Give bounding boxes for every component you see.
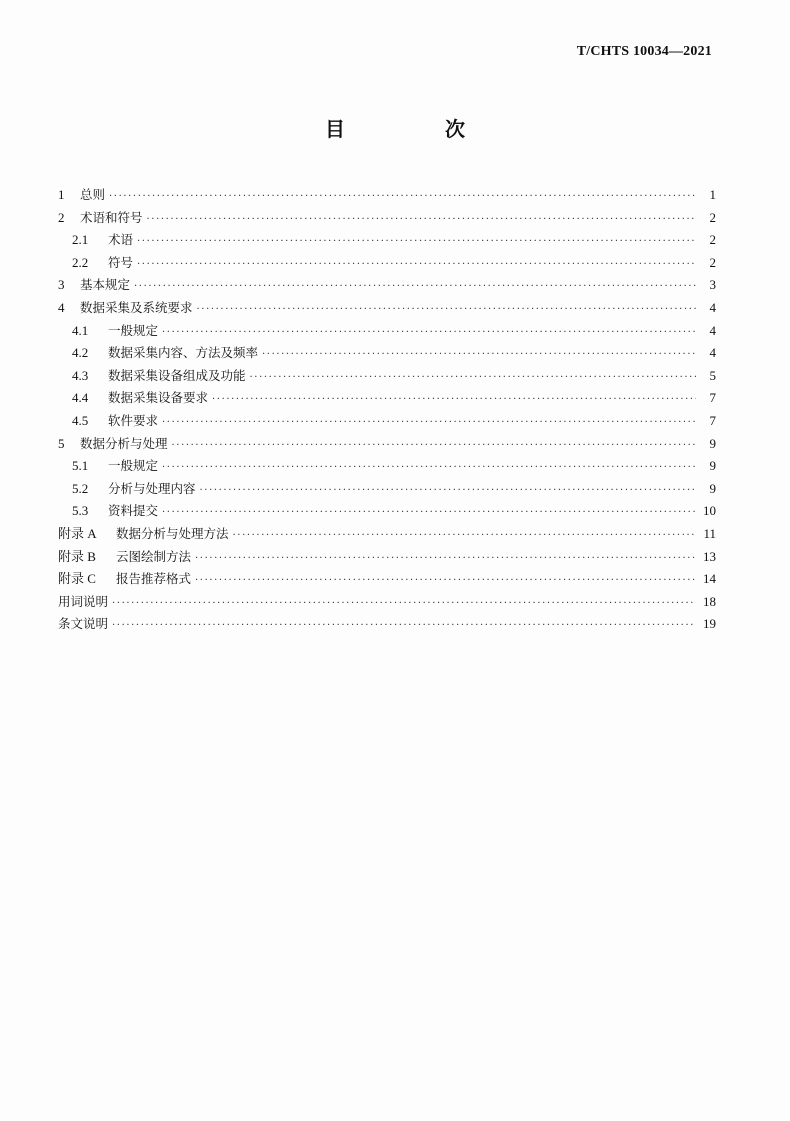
toc-entry-number: 4.1 (72, 322, 89, 338)
dot-leader (162, 412, 696, 435)
dot-leader (195, 548, 696, 571)
toc-entry-number: 4.3 (72, 367, 89, 383)
toc-entry-label: 软件要求 (108, 412, 159, 428)
toc-entry-label: 用词说明 (58, 593, 109, 609)
toc-entry[interactable] (58, 184, 716, 207)
toc-entry-appendix[interactable] (58, 568, 716, 591)
toc-entry-page: 10 (703, 503, 716, 519)
toc-entry-number: 4.2 (72, 345, 89, 361)
toc-entry[interactable] (58, 433, 716, 456)
toc-entry[interactable] (58, 252, 716, 275)
toc-entry-number: 2.1 (72, 232, 89, 248)
toc-entry-label: 一般规定 (108, 322, 159, 338)
toc-entry[interactable] (58, 365, 716, 388)
toc-entry-label: 分析与处理内容 (108, 480, 196, 496)
toc-entry-label: 基本规定 (80, 277, 131, 293)
toc-entry-label: 数据采集及系统要求 (80, 299, 193, 315)
toc-entry-page: 2 (709, 232, 716, 248)
toc-entry-page: 5 (709, 367, 716, 383)
toc-entry[interactable] (58, 229, 716, 252)
toc-entry[interactable] (58, 387, 716, 410)
toc-entry-page: 2 (709, 209, 716, 225)
dot-leader (137, 231, 696, 254)
toc-entry[interactable] (58, 478, 716, 501)
toc-entry-page: 9 (709, 435, 716, 451)
toc-entry[interactable] (58, 320, 716, 343)
dot-leader (137, 254, 696, 277)
toc-entry-page: 4 (709, 322, 716, 338)
toc-entry-label: 云图绘制方法 (116, 548, 192, 564)
toc-entry-label: 数据采集内容、方法及频率 (108, 345, 259, 361)
dot-leader (109, 186, 696, 209)
toc-entry-number: 4 (58, 299, 65, 315)
toc-entry-page: 9 (709, 458, 716, 474)
toc-title: 目 次 (325, 117, 505, 141)
toc-entry-page: 4 (709, 299, 716, 315)
toc-entry-number: 1 (58, 187, 65, 202)
toc-entry-label: 符号 (108, 254, 134, 270)
toc-entry-page: 3 (709, 277, 716, 293)
toc-entry[interactable] (58, 500, 716, 523)
dot-leader (212, 389, 696, 412)
toc-entry[interactable] (58, 455, 716, 478)
toc-entry[interactable] (58, 207, 716, 230)
toc-entry-number: 5.2 (72, 480, 89, 496)
toc-entry-number: 4.5 (72, 412, 89, 428)
toc-entry-label: 条文说明 (58, 616, 109, 632)
toc-entry-appendix[interactable] (58, 546, 716, 569)
toc-entry-number: 3 (58, 277, 65, 293)
toc-entry-page: 7 (709, 390, 716, 406)
toc-entry-label: 数据采集设备要求 (108, 390, 209, 406)
toc-entry-number: 4.4 (72, 390, 89, 406)
toc-entry-page: 7 (709, 412, 716, 428)
dot-leader (233, 525, 696, 548)
toc-entry-appendix[interactable] (58, 523, 716, 546)
toc-entry-number: 附录 B (58, 548, 96, 564)
toc-entry-page: 18 (703, 593, 716, 609)
dot-leader (112, 615, 696, 638)
toc-entry[interactable] (58, 342, 716, 365)
toc-entry-number: 附录 C (58, 571, 96, 587)
dot-leader (162, 322, 696, 345)
toc-entry-number: 5 (58, 435, 65, 451)
toc-entry-label: 资料提交 (108, 503, 159, 519)
table-of-contents (58, 184, 716, 636)
toc-entry-page: 1 (709, 187, 716, 202)
toc-entry[interactable] (58, 591, 716, 614)
toc-entry-number: 2 (58, 209, 65, 225)
toc-entry-number: 附录 A (58, 525, 97, 541)
toc-entry-page: 4 (709, 345, 716, 361)
dot-leader (162, 457, 696, 480)
toc-entry-label: 报告推荐格式 (116, 571, 192, 587)
toc-entry-label: 数据采集设备组成及功能 (108, 367, 246, 383)
toc-entry-page: 2 (709, 254, 716, 270)
document-code: T/CHTS 10034—2021 (576, 44, 712, 59)
dot-leader (112, 593, 696, 616)
dot-leader (147, 209, 696, 232)
dot-leader (250, 367, 696, 390)
toc-entry-page: 9 (709, 480, 716, 496)
toc-entry-label: 总则 (80, 187, 106, 202)
dot-leader (197, 299, 696, 322)
dot-leader (172, 435, 696, 458)
toc-entry-label: 数据分析与处理方法 (116, 525, 229, 541)
dot-leader (162, 502, 696, 525)
toc-entry-label: 一般规定 (108, 458, 159, 474)
toc-entry-page: 13 (703, 548, 716, 564)
toc-entry-label: 术语和符号 (80, 209, 143, 225)
dot-leader (200, 480, 696, 503)
toc-entry[interactable] (58, 274, 716, 297)
toc-entry-number: 5.1 (72, 458, 89, 474)
toc-entry-page: 11 (703, 525, 716, 541)
toc-entry-label: 数据分析与处理 (80, 435, 168, 451)
toc-entry-page: 19 (703, 616, 716, 632)
dot-leader (262, 344, 696, 367)
dot-leader (134, 276, 696, 299)
toc-entry-label: 术语 (108, 232, 134, 248)
toc-entry-number: 5.3 (72, 503, 89, 519)
toc-entry[interactable] (58, 410, 716, 433)
dot-leader (195, 570, 696, 593)
toc-entry-number: 2.2 (72, 254, 89, 270)
toc-entry[interactable] (58, 613, 716, 636)
toc-entry[interactable] (58, 297, 716, 320)
toc-entry-page: 14 (703, 571, 716, 587)
